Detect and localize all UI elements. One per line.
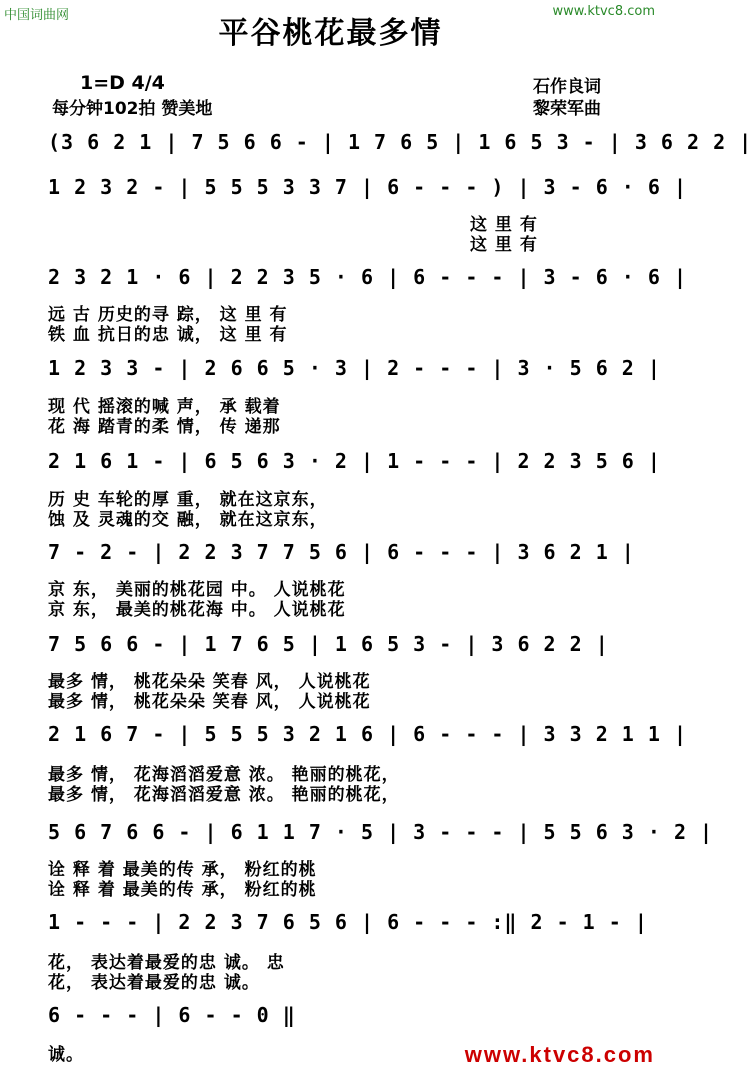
lyrics-row-8b: 最多 情， 花海滔滔爱意 浓。 艳丽的桃花， [48, 785, 400, 805]
lyrics-row-5b: 蚀 及 灵魂的交 融， 就在这京东， [48, 510, 328, 530]
lyrics-row-10b: 花， 表达着最爱的忠 诚。 [48, 973, 260, 993]
lyrics-row-8a: 最多 情， 花海滔滔爱意 浓。 艳丽的桃花， [48, 765, 400, 785]
lyrics-row-6b: 京 东， 最美的桃花海 中。 人说桃花 [48, 600, 346, 620]
notation-row-5: 2 1 6 1 - | 6 5 6 3 · 2 | 1 - - - | 2 2 3 5 6 | [48, 449, 661, 473]
key-signature: 1=D 4/4 [80, 72, 165, 94]
notation-row-9: 5 6 7 6 6 - | 6 1 1 7 · 5 | 3 - - - | 5 5 6 3 · 2 | [48, 820, 714, 844]
notation-row-10: 1 - - - | 2 2 3 7 6 5 6 | 6 - - - :‖ 2 - 1 - | [48, 910, 648, 934]
notation-row-8: 2 1 6 7 - | 5 5 5 3 2 1 6 | 6 - - - | 3 3 2 1 1 | [48, 722, 688, 746]
site-name: 中国词曲网 [4, 8, 70, 23]
lyrics-row-4b: 花 海 踏青的柔 情， 传 递那 [48, 417, 281, 437]
notation-row-6: 7 - 2 - | 2 2 3 7 7 5 6 | 6 - - - | 3 6 2 1 | [48, 540, 635, 564]
tempo-marking: 每分钟102拍 赞美地 [52, 99, 213, 119]
lyrics-row-9a: 诠 释 着 最美的传 承， 粉红的桃 [48, 860, 317, 880]
lyrics-row-4a: 现 代 摇滚的喊 声， 承 载着 [48, 397, 281, 417]
lyrics-row-2a: 这 里 有 [470, 215, 538, 235]
lyrics-row-6a: 京 东， 美丽的桃花园 中。 人说桃花 [48, 580, 346, 600]
lyrics-row-3a: 远 古 历史的寻 踪， 这 里 有 [48, 305, 288, 325]
watermark-logo: www.ktvc8.com [464, 1042, 655, 1067]
notation-row-1: (3 6 2 1 | 7 5 6 6 - | 1 7 6 5 | 1 6 5 3 - | 3 6 2 2 | [48, 130, 752, 154]
notation-row-11: 6 - - - | 6 - - 0 ‖ [48, 1003, 296, 1027]
composer: 黎荣军曲 [533, 99, 601, 119]
site-url[interactable]: www.ktvc8.com [552, 4, 655, 19]
lyrics-row-3b: 铁 血 抗日的忠 诚， 这 里 有 [48, 325, 288, 345]
notation-row-3: 2 3 2 1 · 6 | 2 2 3 5 · 6 | 6 - - - | 3 - 6 · 6 | [48, 265, 688, 289]
lyrics-row-7a: 最多 情， 桃花朵朵 笑春 风， 人说桃花 [48, 672, 371, 692]
lyrics-row-5a: 历 史 车轮的厚 重， 就在这京东， [48, 490, 328, 510]
notation-row-2: 1 2 3 2 - | 5 5 5 3 3 7 | 6 - - - ) | 3 - 6 · 6 | [48, 175, 688, 199]
lyrics-row-9b: 诠 释 着 最美的传 承， 粉红的桃 [48, 880, 317, 900]
notation-row-4: 1 2 3 3 - | 2 6 6 5 · 3 | 2 - - - | 3 · 5 6 2 | [48, 356, 661, 380]
lyricist: 石作良词 [533, 77, 601, 97]
lyrics-row-11a: 诚。 [48, 1045, 84, 1065]
lyrics-row-10a: 花， 表达着最爱的忠 诚。 忠 [48, 953, 285, 973]
song-title: 平谷桃花最多情 [218, 16, 443, 51]
notation-row-7: 7 5 6 6 - | 1 7 6 5 | 1 6 5 3 - | 3 6 2 2 | [48, 632, 609, 656]
lyrics-row-2b: 这 里 有 [470, 235, 538, 255]
lyrics-row-7b: 最多 情， 桃花朵朵 笑春 风， 人说桃花 [48, 692, 371, 712]
